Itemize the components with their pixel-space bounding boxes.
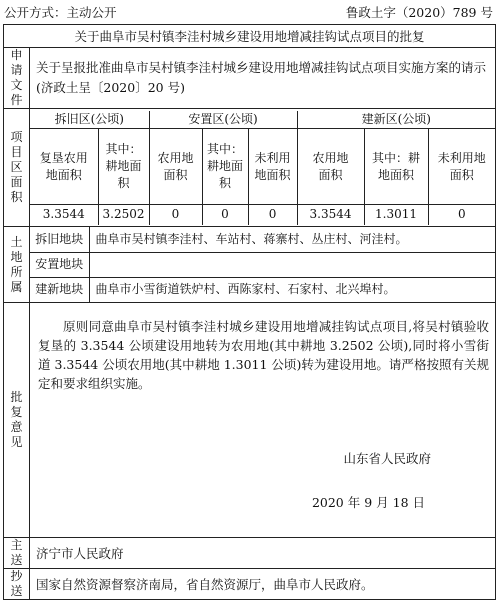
document-number: 鲁政土字（2020）789 号 (345, 5, 493, 20)
value-reclaimed-farmland: 3.3544 (30, 205, 98, 225)
plots-table-cell (30, 227, 496, 303)
approval-text: 原则同意曲阜市吴村镇李洼村城乡建设用地增减挂钩试点项目,将吴村镇验收复垦的 3.3544 公顷建设用地转为农用地(其中耕地 3.2502 公顷),同时将小雪街道 3.3544 公顷农用地(其中耕地 1.3011 公顷)转为建设用地。请严格按照有关规定和要求组织实施。 (38, 319, 489, 391)
value-new-arable: 1.3011 (364, 205, 428, 225)
plots-label: 土地所属 (4, 227, 30, 303)
disclosure-method: 公开方式：主动公开 (4, 5, 117, 20)
group-resettlement: 安置区(公顷) (149, 111, 297, 129)
plot-name-new-construction: 建新地块 (30, 277, 89, 302)
plots-table (30, 227, 495, 302)
approval-form (3, 24, 496, 600)
value-resettlement-arable: 0 (202, 205, 248, 225)
col-demolition-arable: 其中：耕地面积 (98, 129, 149, 205)
col-resettlement-unused: 未利用地面积 (248, 129, 297, 205)
col-new-unused: 未利用地面积 (428, 129, 495, 205)
main-recipient-label: 主送 (4, 538, 30, 569)
plot-value-resettlement (89, 252, 495, 277)
plot-value-demolition: 曲阜市吴村镇李洼村、车站村、蒋寨村、丛庄村、河洼村。 (89, 227, 495, 252)
value-new-farmland: 3.3544 (297, 205, 364, 225)
plot-value-new-construction: 曲阜市小雪街道铁炉村、西陈家村、石家村、北兴埠村。 (89, 277, 495, 302)
request-document: 关于呈报批准曲阜市吴村镇李洼村城乡建设用地增减挂钩试点项目实施方案的请示(济政土呈〔2020〕20 号) (30, 48, 496, 109)
approval-label: 批复意见 (4, 303, 30, 538)
col-resettlement-arable: 其中：耕地面积 (202, 129, 248, 205)
col-reclaimed-farmland: 复垦农用地面积 (30, 129, 98, 205)
value-resettlement-unused: 0 (248, 205, 297, 225)
document-title: 关于曲阜市吴村镇李洼村城乡建设用地增减挂钩试点项目的批复 (4, 25, 496, 48)
area-table-cell (30, 109, 496, 227)
col-new-arable: 其中：耕地面积 (364, 129, 428, 205)
group-demolition: 拆旧区(公顷) (30, 111, 149, 129)
plot-name-resettlement: 安置地块 (30, 252, 89, 277)
approval-cell (30, 303, 496, 538)
value-resettlement-farmland: 0 (149, 205, 202, 225)
approval-opinion (30, 303, 495, 537)
group-new-construction: 建新区(公顷) (297, 111, 495, 129)
area-label: 项目区面积 (4, 109, 30, 227)
main-recipient: 济宁市人民政府 (30, 538, 496, 569)
issue-date: 2020 年 9 月 18 日 (311, 495, 425, 510)
col-new-farmland: 农用地面积 (297, 129, 364, 205)
plot-name-demolition: 拆旧地块 (30, 227, 89, 252)
copy-to: 国家自然资源督察济南局，省自然资源厅，曲阜市人民政府。 (30, 569, 496, 600)
col-resettlement-farmland: 农用地面积 (149, 129, 202, 205)
request-label: 申请文件 (4, 48, 30, 109)
value-demolition-arable: 3.2502 (98, 205, 149, 225)
issuer: 山东省人民政府 (343, 451, 431, 466)
copy-to-label: 抄送 (4, 569, 30, 600)
area-table (30, 111, 495, 225)
value-new-unused: 0 (428, 205, 495, 225)
